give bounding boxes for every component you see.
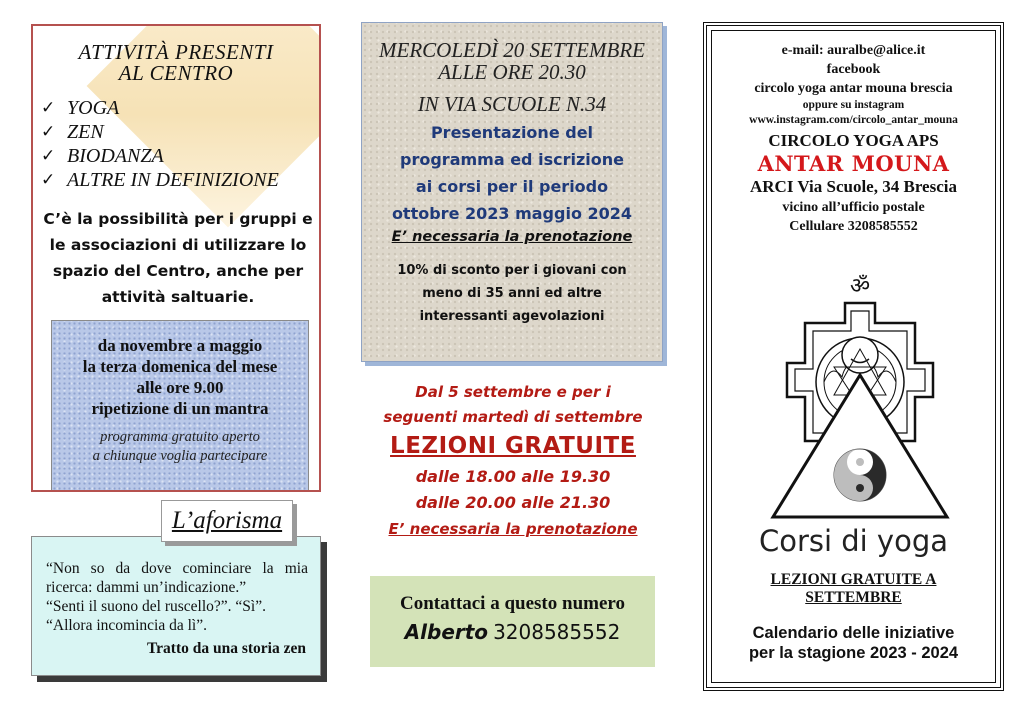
contact-box xyxy=(370,576,655,667)
event-presentation: Presentazione del programma ed iscrizione ai corsi per il periodo ottobre 2023 maggio 2024 xyxy=(391,123,633,223)
event-discount: 10% di sconto per i giovani con meno di 35 anni ed altre interessanti agevolazioni xyxy=(397,263,627,324)
aphorism-text: “Non so da dove cominciare la mia ricerca: dammi un’indicazione.” “Senti il suono del ruscello?”. “Sì”. “Allora incomincia da lì”. xyxy=(46,560,308,634)
free-lessons-booking-note: E’ necessaria la prenotazione xyxy=(388,520,638,538)
free-lessons xyxy=(350,380,676,542)
check-icon: ✓ xyxy=(41,170,56,189)
contact-line xyxy=(370,620,655,645)
cover-panel xyxy=(703,22,1004,691)
courses-subtitle: LEZIONI GRATUITE A SETTEMBRE xyxy=(770,571,937,606)
event-booking-note: E’ necessaria la prenotazione xyxy=(391,229,633,245)
instagram-label: oppure su instagram xyxy=(802,99,905,111)
org-type: CIRCOLO YOGA APS xyxy=(768,131,939,150)
om-icon: ॐ xyxy=(849,274,871,299)
mantra-note: programma gratuito aperto a chiunque voglia partecipare xyxy=(92,429,268,464)
contacts xyxy=(712,41,995,236)
org-phone[interactable]: Cellulare 3208585552 xyxy=(789,219,918,234)
list-item: ✓ YOGA xyxy=(41,97,120,119)
org-name: ANTAR MOUNA xyxy=(757,151,950,176)
cover-inner-border xyxy=(711,30,996,683)
org-address: ARCI Via Scuole, 34 Brescia xyxy=(750,177,957,196)
event-date: MERCOLEDÌ 20 SETTEMBRE ALLE ORE 20.30 xyxy=(379,38,645,84)
courses-title: Corsi di yoga xyxy=(758,524,949,558)
aphorism-tab xyxy=(161,500,293,542)
check-icon: ✓ xyxy=(41,122,56,141)
email-link[interactable]: e-mail: auralbe@alice.it xyxy=(781,43,926,58)
free-lessons-intro: Dal 5 settembre e per i seguenti martedì di settembre xyxy=(383,383,643,426)
list-item: ✓ BIODANZA xyxy=(41,145,164,167)
contact-name: Alberto xyxy=(404,620,489,644)
event-box xyxy=(361,22,663,362)
aphorism-source: Tratto da una storia zen xyxy=(146,640,306,657)
aphorism-title: L’aforisma xyxy=(171,507,283,534)
aphorism-box xyxy=(31,536,321,676)
free-lessons-times: dalle 18.00 alle 19.30 dalle 20.00 alle 21.30 xyxy=(415,467,611,512)
contact-label: Contattaci a questo numero xyxy=(399,593,625,614)
activities-title: ATTIVITÀ PRESENTI AL CENTRO xyxy=(78,40,274,85)
check-icon: ✓ xyxy=(41,146,56,165)
check-icon: ✓ xyxy=(41,98,56,117)
mantra-schedule: da novembre a maggio la terza domenica del mese alle ore 9.00 ripetizione di un mantra xyxy=(82,336,278,418)
list-item: ✓ ZEN xyxy=(41,121,104,143)
activities-panel xyxy=(31,24,321,492)
activities-list xyxy=(41,96,279,192)
list-item: ✓ ALTRE IN DEFINIZIONE xyxy=(41,169,279,191)
groups-text: C’è la possibilità per i gruppi e le associazioni di utilizzare lo spazio del Centro, anche per attività saltuarie. xyxy=(43,210,313,306)
calendar-note: Calendario delle iniziative per la stagione 2023 - 2024 xyxy=(748,624,959,662)
org-near: vicino all’ufficio postale xyxy=(782,200,925,215)
instagram-link[interactable]: www.instagram.com/circolo_antar_mouna xyxy=(749,114,958,126)
mantra-box xyxy=(51,320,309,492)
facebook-label: facebook xyxy=(826,62,881,77)
contact-phone[interactable]: 3208585552 xyxy=(493,620,621,644)
facebook-page[interactable]: circolo yoga antar mouna brescia xyxy=(754,81,953,96)
yantra-icon xyxy=(767,271,953,523)
free-lessons-title: LEZIONI GRATUITE xyxy=(390,433,636,459)
event-place: IN VIA SCUOLE N.34 xyxy=(417,92,607,116)
